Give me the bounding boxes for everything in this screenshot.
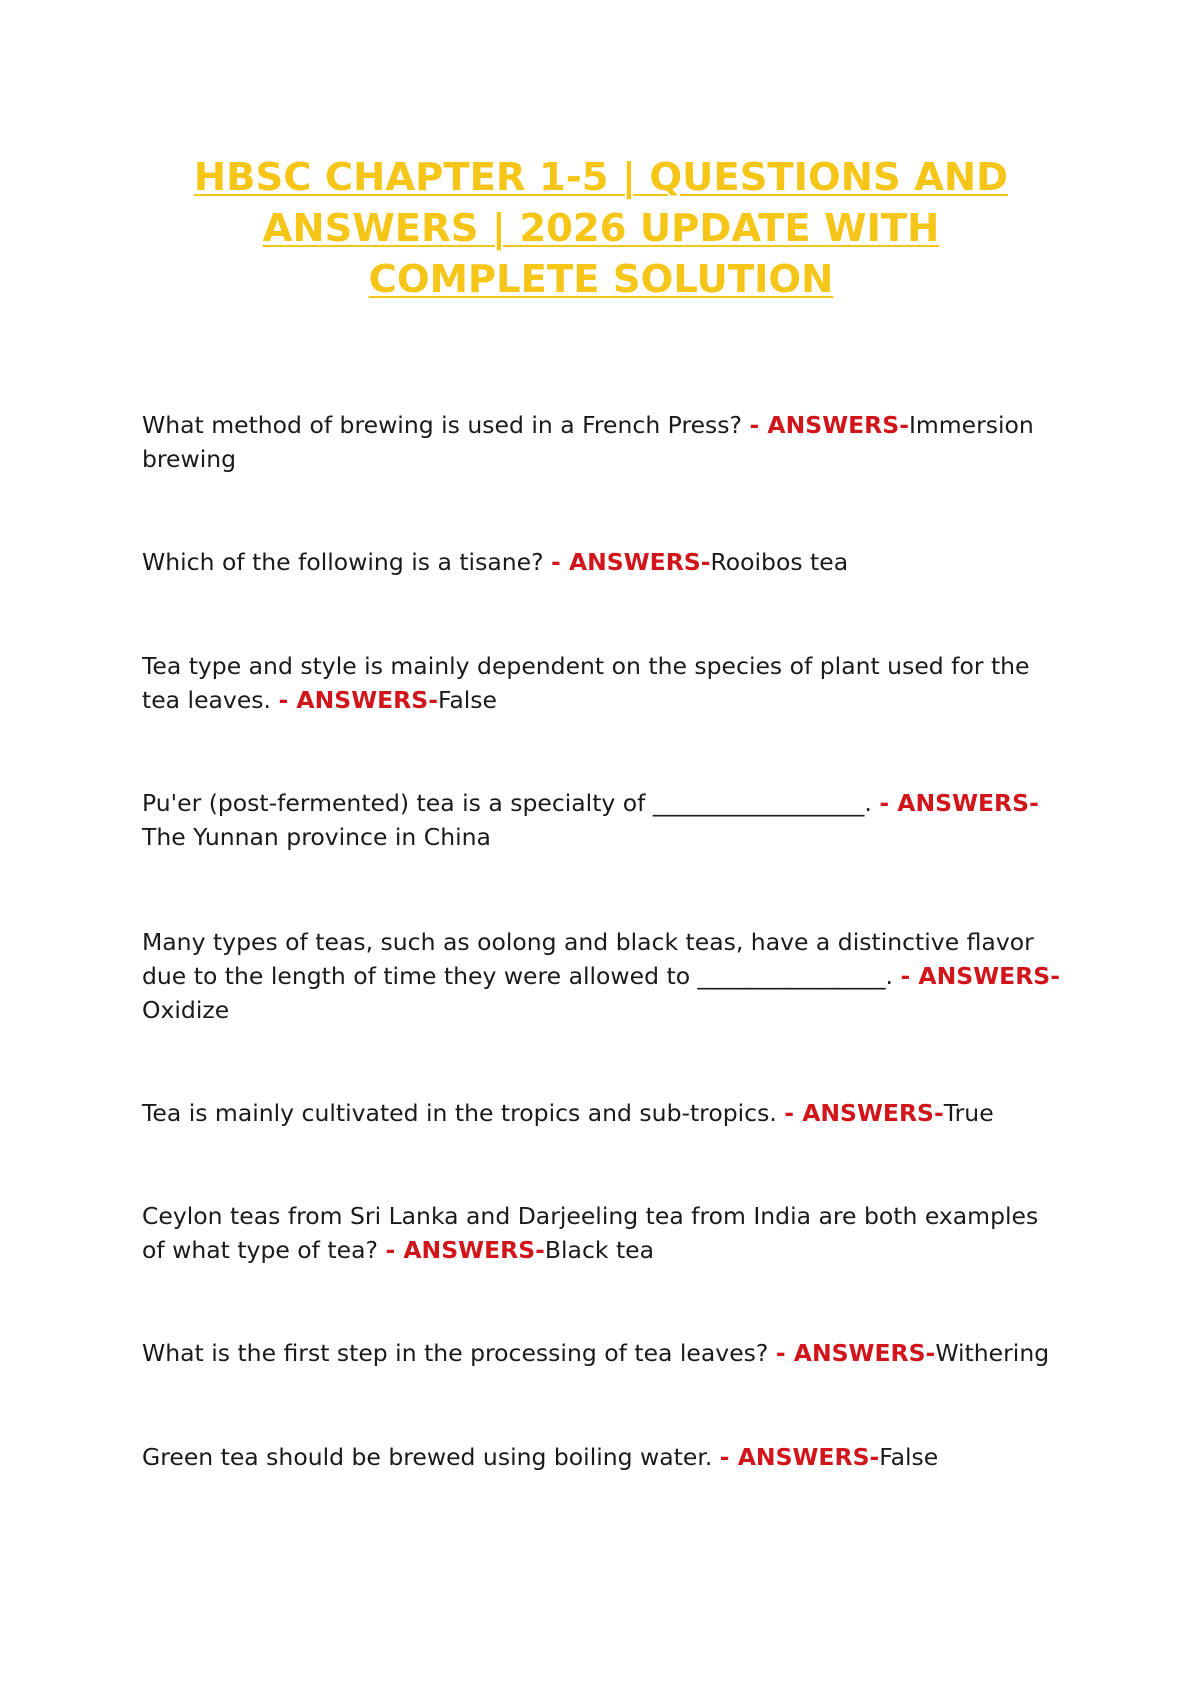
document-title: HBSC CHAPTER 1-5 | QUESTIONS AND ANSWERS | 2026 UPDATE WITH COMPLETE SOLUTION xyxy=(193,155,1009,302)
qa-item xyxy=(142,649,1062,717)
answer-marker: - ANSWERS- xyxy=(900,962,1060,990)
question-text: Pu'er (post-fermented) tea is a specialty of __________________. xyxy=(142,789,880,817)
qa-item xyxy=(142,1336,1062,1370)
answer-marker: - ANSWERS- xyxy=(879,789,1039,817)
answer-marker: - ANSWERS- xyxy=(385,1236,545,1264)
question-text: Tea type and style is mainly dependent on the species of plant used for the tea leaves. xyxy=(142,652,1030,714)
answer-text: Immersion brewing xyxy=(142,411,1034,473)
answer-text: Withering xyxy=(935,1339,1050,1367)
answer-marker: - ANSWERS- xyxy=(775,1339,936,1367)
qa-item xyxy=(142,786,1062,854)
qa-item xyxy=(142,1440,1062,1474)
answer-text: Black tea xyxy=(544,1236,655,1264)
answer-marker: - ANSWERS- xyxy=(719,1443,880,1471)
question-text: Which of the following is a tisane? xyxy=(142,548,552,576)
qa-item xyxy=(142,925,1062,1027)
answer-text: The Yunnan province in China xyxy=(142,823,491,851)
question-text: What is the first step in the processing of tea leaves? xyxy=(142,1339,776,1367)
question-text: Green tea should be brewed using boiling water. xyxy=(142,1443,720,1471)
qa-item xyxy=(142,1096,1062,1130)
answer-marker: - ANSWERS- xyxy=(784,1099,944,1127)
answer-marker: - ANSWERS- xyxy=(278,686,438,714)
answer-text: False xyxy=(437,686,497,714)
answer-text: Rooibos tea xyxy=(710,548,849,576)
question-text: Tea is mainly cultivated in the tropics and sub-tropics. xyxy=(142,1099,785,1127)
answer-marker: - ANSWERS- xyxy=(749,411,909,439)
qa-item xyxy=(142,408,1062,476)
answer-text: True xyxy=(943,1099,994,1127)
answer-text: False xyxy=(879,1443,939,1471)
answer-marker: - ANSWERS- xyxy=(551,548,711,576)
question-text: Many types of teas, such as oolong and black teas, have a distinctive flavor due to the length of time they were allowed to ________________. xyxy=(142,928,1034,990)
question-text: Ceylon teas from Sri Lanka and Darjeeling tea from India are both examples of what type of tea? xyxy=(142,1202,1039,1264)
qa-item xyxy=(142,545,1062,579)
answer-text: Oxidize xyxy=(142,996,230,1024)
question-text: What method of brewing is used in a French Press? xyxy=(142,411,750,439)
qa-item xyxy=(142,1199,1062,1267)
